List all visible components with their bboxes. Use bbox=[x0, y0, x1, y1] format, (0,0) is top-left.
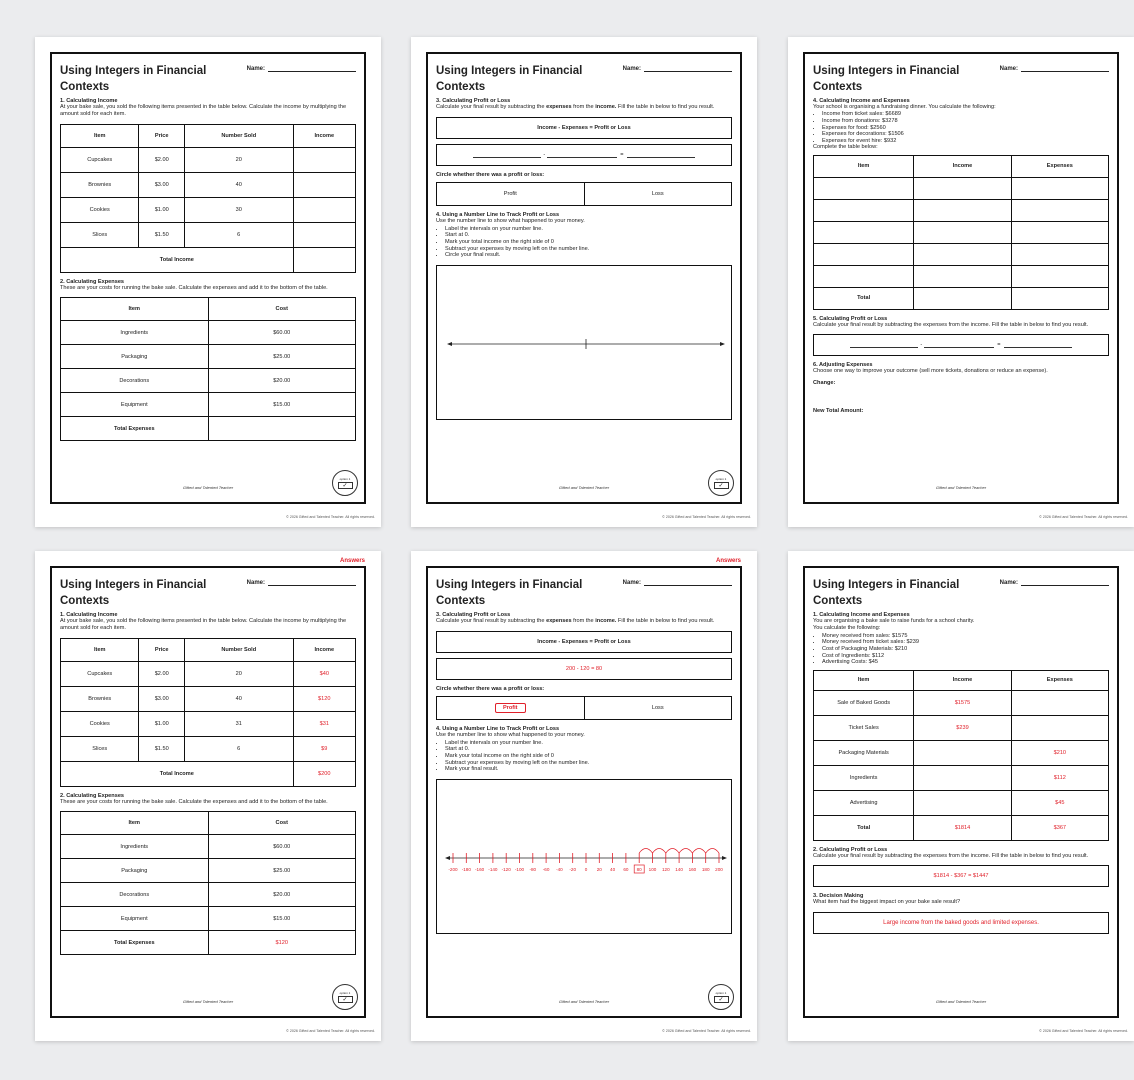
tick-label: 20 bbox=[596, 866, 602, 872]
section-text: At your bake sale, you sold the following items presented in the table below. Calculate the income by multiplying the amount sold for each item. bbox=[60, 618, 347, 632]
column-header: Income bbox=[293, 638, 355, 661]
column-header: Price bbox=[139, 638, 184, 661]
income-table bbox=[60, 124, 356, 273]
profit-option: Profit bbox=[503, 191, 517, 198]
column-header: Number Sold bbox=[184, 124, 293, 147]
worksheet-1 bbox=[35, 37, 381, 527]
tick-label: 120 bbox=[661, 866, 670, 872]
section-text: At your bake sale, you sold the following items presented in the table below. Calculate the income by multiplying the amount sold for each item. bbox=[60, 104, 347, 118]
section-text: Use the number line to show what happened to your money. bbox=[436, 218, 585, 225]
tick-label: 60 bbox=[623, 866, 629, 872]
instruction-list: • Label the intervals on your number line. • Start at 0. • Mark your total income on the right side of 0 • Subtract your expenses by moving left on the number line. • Circle your final result. bbox=[436, 226, 732, 259]
loss-option: Loss bbox=[584, 697, 732, 719]
change-label: Change: bbox=[813, 379, 836, 386]
copyright: © 2026 Gifted and Talented Teacher. All rights reserved. bbox=[286, 515, 375, 519]
income-expenses-table bbox=[813, 155, 1109, 310]
tick-label: -120 bbox=[501, 866, 511, 872]
worksheet-2 bbox=[411, 37, 757, 527]
worksheet-frame bbox=[50, 566, 366, 1018]
worksheet-title: Using Integers in Financial Contexts bbox=[436, 65, 583, 93]
section-heading: 3. Calculating Profit or Loss bbox=[436, 612, 511, 618]
profit-loss-choice bbox=[436, 696, 732, 720]
column-header: Cost bbox=[208, 812, 356, 835]
tick-label: 40 bbox=[610, 866, 616, 872]
tick-label: -200 bbox=[448, 866, 458, 872]
column-header: Cost bbox=[208, 298, 356, 321]
hop-arc bbox=[692, 848, 705, 853]
check-icon: ✓ bbox=[338, 996, 353, 1003]
table-row: Ingredients $112 bbox=[814, 765, 1109, 790]
total-row: Total Expenses bbox=[61, 417, 356, 441]
section-text: Choose one way to improve your outcome (sell more tickets, donations or reduce an expense). bbox=[813, 368, 1048, 375]
table-row bbox=[814, 265, 1109, 287]
profit-loss-choice bbox=[436, 182, 732, 206]
tick-label: 200 bbox=[715, 866, 723, 872]
section-text: Complete the table below: bbox=[813, 144, 878, 151]
table-row: Cookies $1.00 31 $31 bbox=[61, 711, 356, 736]
section-text: These are your costs for running the bake sale. Calculate the expenses and add it to the bottom of the table. bbox=[60, 284, 328, 291]
tick-label: -20 bbox=[569, 866, 577, 872]
table-row: Cookies $1.00 30 bbox=[61, 197, 356, 222]
hop-arc bbox=[639, 848, 652, 853]
column-header: Expenses bbox=[1011, 670, 1108, 690]
section-text: Use the number line to show what happened to your money. bbox=[436, 732, 585, 739]
table-row: Cupcakes $2.00 20 $40 bbox=[61, 661, 356, 686]
section-text: These are your costs for running the bake sale. Calculate the expenses and add it to the bottom of the table. bbox=[60, 798, 328, 805]
brand-logo: Gifted and Talented Teacher bbox=[558, 999, 610, 1004]
section-heading: 2. Calculating Expenses bbox=[60, 278, 125, 285]
check-icon: ✓ bbox=[714, 996, 729, 1003]
name-field: Name: bbox=[623, 580, 732, 586]
worksheet-3-answers bbox=[788, 551, 1134, 1041]
section-text: What item had the biggest impact on your bake sale result? bbox=[813, 899, 961, 906]
answers-label: Answers bbox=[715, 558, 741, 564]
brand-logo: Gifted and Talented Teacher bbox=[935, 485, 987, 490]
section-heading: 4. Calculating Income and Expenses bbox=[813, 98, 910, 104]
column-header: Income bbox=[914, 155, 1011, 177]
column-header: Price bbox=[139, 124, 184, 147]
total-row: Total bbox=[814, 287, 1109, 309]
section-heading: 4. Using a Number Line to Track Profit or Loss bbox=[436, 726, 560, 733]
table-row: Packaging $25.00 bbox=[61, 345, 356, 369]
number-line-box bbox=[436, 779, 732, 934]
tick-label: 80 bbox=[636, 866, 642, 872]
table-row: Slices $1.50 6 $9 bbox=[61, 736, 356, 761]
name-field: Name: bbox=[1000, 66, 1109, 72]
table-row: Ingredients $60.00 bbox=[61, 321, 356, 345]
table-row: Packaging Materials $210 bbox=[814, 740, 1109, 765]
brand-logo: Gifted and Talented Teacher bbox=[182, 485, 234, 490]
option-badge: option 1 ✓ bbox=[708, 470, 734, 496]
tick-label: 0 bbox=[584, 866, 588, 872]
section-text: You calculate the following: bbox=[813, 625, 881, 632]
expenses-table bbox=[60, 811, 356, 955]
name-field: Name: bbox=[1000, 580, 1109, 586]
worksheet-3 bbox=[788, 37, 1134, 527]
section-heading: 6. Adjusting Expenses bbox=[813, 362, 873, 369]
total-row: Total Income $200 bbox=[61, 761, 356, 786]
equation-answer: $1814 - $367 = $1447 bbox=[813, 865, 1109, 887]
section-text: Calculate your final result by subtracting the expenses from the income. Fill the table in below to find you result. bbox=[436, 104, 715, 110]
table-row: Ingredients $60.00 bbox=[61, 835, 356, 859]
worksheet-1-answers bbox=[35, 551, 381, 1041]
hop-arc bbox=[706, 848, 719, 853]
name-field: Name: bbox=[247, 66, 356, 72]
worksheet-title: Using Integers in Financial Contexts bbox=[60, 579, 207, 607]
hop-arc bbox=[653, 848, 666, 853]
brand-logo: Gifted and Talented Teacher bbox=[558, 485, 610, 490]
copyright: © 2026 Gifted and Talented Teacher. All rights reserved. bbox=[662, 515, 751, 519]
copyright: © 2026 Gifted and Talented Teacher. All rights reserved. bbox=[286, 1029, 375, 1033]
worksheet-title: Using Integers in Financial Contexts bbox=[60, 65, 207, 93]
worksheet-title: Using Integers in Financial Contexts bbox=[813, 65, 960, 93]
table-row bbox=[814, 199, 1109, 221]
number-line bbox=[437, 266, 735, 419]
circled-answer: Profit bbox=[495, 703, 526, 713]
table-row bbox=[814, 221, 1109, 243]
column-header: Number Sold bbox=[184, 638, 293, 661]
tick-label: -60 bbox=[542, 866, 550, 872]
tick-label: 140 bbox=[675, 866, 683, 872]
tick-label: 100 bbox=[648, 866, 657, 872]
new-total-label: New Total Amount: bbox=[813, 407, 864, 414]
check-icon: ✓ bbox=[338, 482, 353, 489]
total-row: Total Expenses $120 bbox=[61, 931, 356, 955]
number-line-box bbox=[436, 265, 732, 420]
worksheet-frame bbox=[426, 52, 742, 504]
hop-arc bbox=[679, 848, 692, 853]
section-heading: Circle whether there was a profit or loss: bbox=[436, 686, 545, 693]
table-row: Brownies $3.00 40 $120 bbox=[61, 686, 356, 711]
income-table bbox=[60, 638, 356, 787]
number-line-answer bbox=[437, 780, 735, 933]
column-header: Item bbox=[61, 812, 209, 835]
info-list: • Income from ticket sales: $6689 • Income from donations: $3278 • Expenses for food: $2560 • Expenses for decorations: $1506 • Expenses for event hire: $932 bbox=[813, 111, 1109, 144]
instruction-list: • Label the intervals on your number line. • Start at 0. • Mark your total income on the right side of 0 • Subtract your expenses by moving left on the number line. • Mark your final result. bbox=[436, 740, 732, 773]
section-heading: Circle whether there was a profit or loss: bbox=[436, 172, 545, 179]
section-text: Calculate your final result by subtracting the expenses from the income. Fill the table in below to find you result. bbox=[813, 852, 1089, 859]
worksheet-title: Using Integers in Financial Contexts bbox=[436, 579, 583, 607]
worksheet-title: Using Integers in Financial Contexts bbox=[813, 579, 960, 607]
equation-blank: - = bbox=[436, 144, 732, 166]
tick-label: 160 bbox=[688, 866, 697, 872]
total-row: Total $1814 $367 bbox=[814, 815, 1109, 840]
table-row: Slices $1.50 6 bbox=[61, 222, 356, 247]
section-heading: 2. Calculating Profit or Loss bbox=[813, 846, 888, 853]
column-header: Expenses bbox=[1011, 155, 1108, 177]
formula-box: Income - Expenses = Profit or Loss bbox=[436, 631, 732, 653]
tick-label: -160 bbox=[474, 866, 485, 872]
section-text: You are organising a bake sale to raise funds for a school charity. bbox=[813, 618, 975, 624]
tick-label: -80 bbox=[529, 866, 537, 872]
brand-logo: Gifted and Talented Teacher bbox=[935, 999, 987, 1004]
section-heading: 1. Calculating Income bbox=[60, 98, 118, 104]
column-header: Income bbox=[293, 124, 355, 147]
column-header: Item bbox=[61, 638, 139, 661]
section-heading: 1. Calculating Income bbox=[60, 612, 118, 618]
equation-answer: 200 - 120 = 80 bbox=[436, 658, 732, 680]
name-field: Name: bbox=[247, 580, 356, 586]
table-row: Equipment $15.00 bbox=[61, 907, 356, 931]
table-row: Sale of Baked Goods $1575 bbox=[814, 690, 1109, 715]
column-header: Item bbox=[61, 298, 209, 321]
loss-option: Loss bbox=[584, 183, 732, 205]
worksheet-frame bbox=[50, 52, 366, 504]
worksheet-frame bbox=[803, 52, 1119, 504]
copyright: © 2026 Gifted and Talented Teacher. All rights reserved. bbox=[1039, 1029, 1128, 1033]
table-row: Brownies $3.00 40 bbox=[61, 172, 356, 197]
table-row: Cupcakes $2.00 20 bbox=[61, 147, 356, 172]
income-expenses-table bbox=[813, 670, 1109, 841]
section-heading: 4. Using a Number Line to Track Profit or Loss bbox=[436, 212, 560, 219]
profit-option bbox=[437, 697, 584, 719]
tick-label: -40 bbox=[556, 866, 563, 872]
worksheet-2-answers bbox=[411, 551, 757, 1041]
table-row: Advertising $45 bbox=[814, 790, 1109, 815]
column-header: Item bbox=[61, 124, 139, 147]
tick-label: 180 bbox=[701, 866, 710, 872]
table-row: Decorations $20.00 bbox=[61, 369, 356, 393]
worksheet-frame bbox=[803, 566, 1119, 1018]
column-header: Item bbox=[814, 670, 914, 690]
table-row: Ticket Sales $239 bbox=[814, 715, 1109, 740]
tick-label: -180 bbox=[461, 866, 471, 872]
option-badge: option 1 ✓ bbox=[332, 984, 358, 1010]
total-row: Total Income bbox=[61, 247, 356, 272]
table-row bbox=[814, 177, 1109, 199]
copyright: © 2026 Gifted and Talented Teacher. All rights reserved. bbox=[1039, 515, 1128, 519]
table-row: Decorations $20.00 bbox=[61, 883, 356, 907]
hop-arc bbox=[666, 848, 679, 853]
tick-label: -100 bbox=[514, 866, 525, 872]
section-text: Calculate your final result by subtracting the expenses from the income. Fill the table in below to find you result. bbox=[436, 618, 715, 624]
copyright: © 2026 Gifted and Talented Teacher. All rights reserved. bbox=[662, 1029, 751, 1033]
table-row: Packaging $25.00 bbox=[61, 859, 356, 883]
section-text: Your school is organising a fundraising dinner. You calculate the following: bbox=[813, 104, 996, 110]
column-header: Income bbox=[914, 670, 1011, 690]
table-row: Equipment $15.00 bbox=[61, 393, 356, 417]
formula-box: Income - Expenses = Profit or Loss bbox=[436, 117, 732, 139]
option-badge: option 1 ✓ bbox=[332, 470, 358, 496]
brand-logo: Gifted and Talented Teacher bbox=[182, 999, 234, 1004]
column-header: Item bbox=[814, 155, 914, 177]
section-heading: 3. Decision Making bbox=[813, 893, 864, 900]
tick-label: -140 bbox=[488, 866, 498, 872]
section-heading: 1. Calculating Income and Expenses bbox=[813, 612, 910, 618]
expenses-table bbox=[60, 297, 356, 441]
info-list: • Money received from sales: $1575 • Money received from ticket sales: $239 • Cost of Packaging Materials: $210 • Cost of Ingredients: $112 • Advertising Costs: $45 bbox=[813, 633, 1109, 666]
worksheet-frame bbox=[426, 566, 742, 1018]
section-heading: 3. Calculating Profit or Loss bbox=[436, 98, 511, 104]
table-row bbox=[814, 243, 1109, 265]
decision-answer: Large income from the baked goods and limited expenses. bbox=[813, 912, 1109, 934]
equation-blank: - = bbox=[813, 334, 1109, 356]
check-icon: ✓ bbox=[714, 482, 729, 489]
section-heading: 5. Calculating Profit or Loss bbox=[813, 315, 888, 322]
option-badge: option 1 ✓ bbox=[708, 984, 734, 1010]
name-field: Name: bbox=[623, 66, 732, 72]
section-text: Calculate your final result by subtracting the expenses from the income. Fill the table in below to find you result. bbox=[813, 321, 1089, 328]
section-heading: 2. Calculating Expenses bbox=[60, 792, 125, 799]
answers-label: Answers bbox=[339, 558, 365, 564]
